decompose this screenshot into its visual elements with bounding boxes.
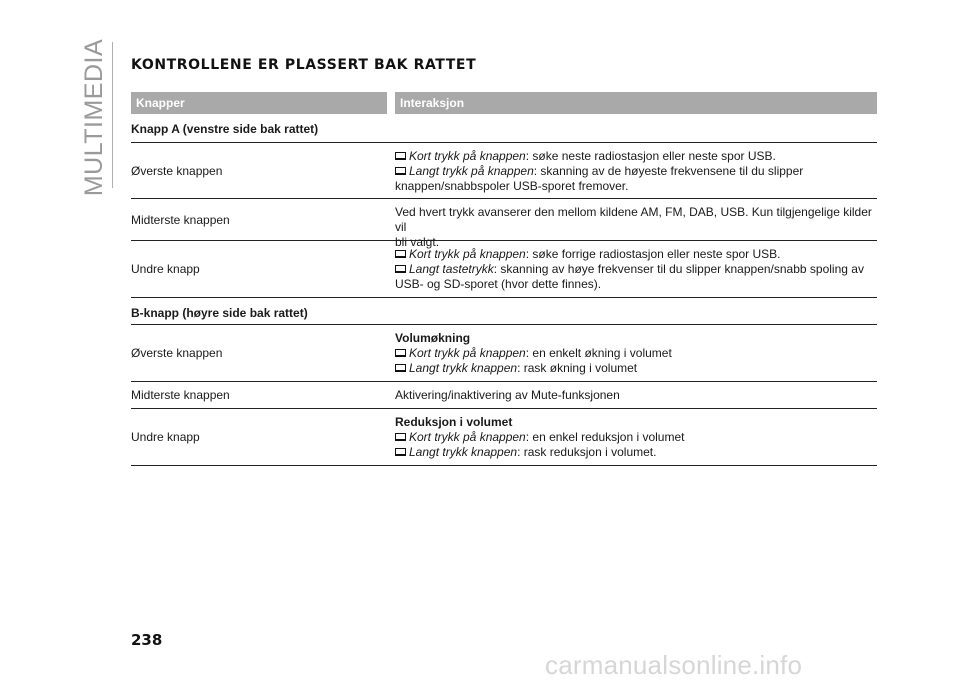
interaction-cell: Reduksjon i volumet Kort trykk på knappen: en enkel reduksjon i volumet Langt trykk knappen: rask reduksjon i volumet. <box>395 415 685 459</box>
watermark: carmanualsonline.info <box>545 650 803 680</box>
interaction-cell: Volumøkning Kort trykk på knappen: en enkelt økning i volumet Langt trykk knappen: rask økning i volumet <box>395 331 672 375</box>
page-title: KONTROLLENE ER PLASSERT BAK RATTET <box>131 57 477 73</box>
section-row-b <box>131 298 877 325</box>
button-label: Midterste knappen <box>131 388 230 402</box>
interaction-cell: Ved hvert trykk avanserer den mellom kildene AM, FM, DAB, USB. Kun tilgjengelige kilder vil bli valgt. <box>395 205 872 249</box>
interaction-cell: Aktivering/inaktivering av Mute-funksjonen <box>395 387 620 402</box>
steering-button-icon <box>395 448 406 457</box>
table-row <box>131 382 877 409</box>
steering-button-icon <box>395 349 406 358</box>
interaction-cell: Kort trykk på knappen: søke forrige radiostasjon eller neste spor USB. Langt tastetrykk: skanning av høye frekvenser til du slipper knappen/snabb spoling av USB- og SD-sporet (hvor dette finnes). <box>395 247 864 291</box>
table-row <box>131 241 877 298</box>
section-row-a <box>131 114 877 143</box>
table-row <box>131 143 877 199</box>
section-title-a: Knapp A (venstre side bak rattet) <box>131 122 319 136</box>
column-header-interaksjon: Interaksjon <box>395 92 877 114</box>
button-label: Øverste knappen <box>131 163 223 178</box>
column-header-knapper: Knapper <box>131 92 387 114</box>
side-divider <box>112 42 113 188</box>
steering-button-icon <box>395 433 406 442</box>
page-number: 238 <box>131 631 163 649</box>
button-label: Undre knapp <box>131 262 200 276</box>
table-header <box>131 92 877 114</box>
steering-button-icon <box>395 265 406 274</box>
table-row <box>131 409 877 466</box>
table-row <box>131 199 877 249</box>
section-title-b: B-knapp (høyre side bak rattet) <box>131 306 308 320</box>
steering-button-icon <box>395 250 406 259</box>
button-label: Øverste knappen <box>131 346 223 360</box>
controls-table <box>131 92 877 466</box>
steering-button-icon <box>395 167 406 176</box>
button-label: Midterste knappen <box>131 212 230 227</box>
chapter-side-label: MULTIMEDIA <box>80 38 109 196</box>
interaction-cell: Kort trykk på knappen: søke neste radiostasjon eller neste spor USB. Langt trykk på knappen: skanning av de høyeste frekvensene til du slipper knappen/snabbspoler USB-sporet fremover. <box>395 149 804 193</box>
steering-button-icon <box>395 152 406 161</box>
button-label: Undre knapp <box>131 430 200 444</box>
steering-button-icon <box>395 364 406 373</box>
table-row <box>131 325 877 382</box>
